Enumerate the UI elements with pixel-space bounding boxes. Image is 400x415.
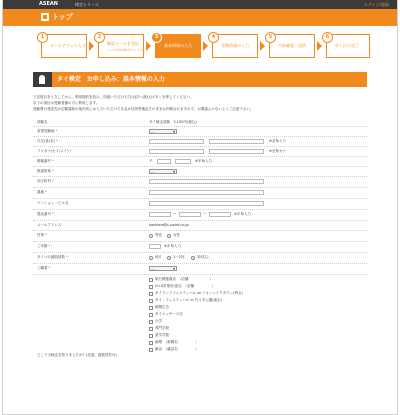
source-checkbox[interactable]	[149, 313, 153, 317]
source-checkbox[interactable]	[149, 348, 153, 352]
form-row-gender	[33, 231, 367, 242]
form-row-email	[33, 221, 367, 231]
source-checkbox[interactable]	[149, 285, 153, 289]
form-row-job	[33, 264, 367, 275]
last-name-input[interactable]	[149, 139, 204, 144]
radio-label: 0回	[155, 255, 161, 259]
form-row-location	[33, 127, 367, 137]
checkbox-label: 専門学校	[155, 326, 169, 330]
zip-first-input[interactable]	[157, 159, 171, 164]
step-arrow-icon	[260, 41, 265, 51]
intro-line: 受験票の発送先が記載通知の案内状には入力いただいた氏名が住所等後証そのままお印刷されますので、お間違えのないようご注意下さい。	[33, 107, 254, 111]
field-label: 都道府県 *	[37, 169, 54, 173]
step-label: 受験情報の入力	[221, 43, 249, 48]
step-sublabel: メール内のURLをクリック	[107, 48, 143, 52]
field-note: ※半角入力	[164, 244, 181, 248]
step-number: 3	[151, 32, 162, 43]
field-label: 市区町村 *	[37, 179, 54, 183]
field-label: 氏名(姓/名) *	[37, 139, 58, 143]
city-input[interactable]	[149, 179, 264, 184]
step-number: 5	[265, 32, 276, 43]
phone-last-input[interactable]	[209, 212, 231, 217]
step-arrow-icon	[317, 41, 322, 51]
step-number: 6	[322, 32, 333, 43]
last-name-kana-input[interactable]	[149, 149, 204, 154]
form-row-prefecture	[33, 167, 367, 177]
prefecture-select[interactable]: ---	[149, 169, 177, 174]
source-checkbox[interactable]	[149, 278, 153, 282]
radio-label: 3回以上	[197, 255, 210, 259]
source-checkbox[interactable]	[149, 341, 153, 345]
page-frame	[2, 0, 398, 415]
step-label: メールアドレス入力	[50, 43, 86, 48]
checkbox-label: 新聞広告	[155, 305, 169, 309]
field-label: ご年齢 *	[37, 244, 51, 248]
first-name-kana-input[interactable]	[209, 149, 264, 154]
field-label: タイへの渡航回数 *	[37, 255, 68, 259]
gender-male-radio[interactable]	[149, 234, 153, 238]
step-4	[212, 34, 258, 58]
address-input[interactable]	[149, 190, 264, 195]
top-bar	[3, 0, 397, 9]
exam-name-value: タイ検定試験 3,150円(税込)	[149, 120, 197, 124]
temple-icon	[33, 72, 52, 87]
checkbox-label: タイマッサージ店	[155, 312, 183, 316]
checkbox-label: 旅行関連書店 （店舗： ）	[155, 277, 213, 281]
form-row-age	[33, 242, 367, 253]
form-row-zip	[33, 157, 367, 167]
field-note: ※半角入力	[234, 212, 251, 216]
progress-steps	[41, 34, 371, 60]
checkbox-label: 新聞 （新聞名： ）	[155, 340, 199, 344]
source-checkbox[interactable]	[149, 327, 153, 331]
field-label: 試験名	[37, 120, 48, 124]
source-checkbox[interactable]	[149, 334, 153, 338]
form-row-source	[33, 275, 367, 415]
step-label: 基本情報の入力	[164, 43, 192, 48]
form-row-building	[33, 199, 367, 210]
step-arrow-icon	[89, 41, 94, 51]
form-row-phone	[33, 210, 367, 221]
phone-dash: −	[203, 212, 206, 216]
step-2	[98, 34, 144, 58]
source-checkbox[interactable]	[149, 320, 153, 324]
step-1	[41, 34, 87, 58]
step-5	[269, 34, 315, 58]
radio-label: 男性	[155, 233, 162, 237]
brand-subtitle: 検定シリーズ	[75, 2, 99, 7]
visits-3plus-radio[interactable]	[191, 256, 195, 260]
zip-prefix: 〒	[149, 159, 153, 163]
step-arrow-icon	[146, 41, 151, 51]
visits-1-2-radio[interactable]	[167, 256, 171, 260]
field-label: メールアドレス	[37, 223, 62, 227]
step-3	[155, 34, 201, 58]
age-input[interactable]	[149, 244, 161, 249]
checkbox-label: タイランドフェスティバル at イオンレイクタウン(埼玉)	[155, 291, 243, 295]
form-row-address	[33, 188, 367, 199]
form-row-exam	[33, 118, 367, 127]
home-icon	[41, 13, 49, 21]
intro-line: 以下の項目は受験者様の方に利用します。	[33, 101, 100, 105]
email-value: kashima@c-point.co.jp	[149, 223, 189, 227]
first-name-input[interactable]	[209, 139, 264, 144]
checkbox-label: H.I.S営業所/窓店 （店舗： ）	[155, 284, 215, 288]
brand-logo[interactable]: ASEAN	[39, 1, 58, 7]
step-6	[326, 34, 370, 58]
field-label: 性別 *	[37, 233, 47, 237]
step-number: 4	[208, 32, 219, 43]
field-label: 郵便番号 *	[37, 159, 54, 163]
radio-label: 女性	[173, 233, 180, 237]
field-label: 番地 *	[37, 190, 47, 194]
field-label: 希望受験地 *	[37, 129, 58, 133]
gender-female-radio[interactable]	[167, 234, 171, 238]
form-row-name	[33, 137, 367, 147]
field-label: フリガナ(セイ/メイ) *	[37, 149, 72, 153]
form-row-city	[33, 177, 367, 188]
field-note: ※全角入力	[269, 139, 286, 143]
phone-dash: −	[173, 212, 176, 216]
step-arrow-icon	[203, 41, 208, 51]
step-number: 1	[37, 32, 48, 43]
source-checkbox[interactable]	[149, 306, 153, 310]
phone-middle-input[interactable]	[179, 212, 201, 217]
field-label: 電話番号 *	[37, 212, 54, 216]
radio-label: 1〜2回	[173, 255, 185, 259]
checkbox-label: 大学	[155, 319, 162, 323]
job-select[interactable]: ---	[149, 266, 177, 271]
login-link[interactable]: ログイン/登録	[363, 2, 389, 7]
section-title: タイ検定 お申し込み：基本情報の入力	[57, 76, 165, 83]
checkbox-label: タイ・フェスティバル in 代々木公園(東京)	[155, 298, 223, 302]
field-label: ご職業 *	[37, 266, 51, 270]
section-header	[33, 72, 367, 87]
intro-text	[33, 94, 373, 112]
field-label: どこで当検定を知りましたか？(任意、複数回答可)	[37, 353, 117, 357]
checkbox-label: 語学学校	[155, 333, 169, 337]
source-checkbox[interactable]	[149, 292, 153, 296]
step-label: 確認メールを受信	[107, 41, 139, 46]
form-row-kana	[33, 147, 367, 157]
zip-second-input[interactable]	[175, 159, 191, 164]
intro-line: 下記項目を入力してから、利用規約を読み、同意いただける方は[次へ進む]ボタンを押してください。	[33, 95, 194, 99]
field-note: ※全角カナ	[269, 149, 286, 153]
form-row-visits	[33, 253, 367, 264]
step-label: 内容確認・決済	[278, 43, 306, 48]
building-input[interactable]	[149, 201, 264, 206]
field-label: マンション・ビル名	[37, 201, 69, 205]
page-title: トップ	[52, 13, 73, 21]
step-number: 2	[94, 32, 105, 43]
step-label: 申し込み完了	[335, 43, 359, 48]
checkbox-label: 雑誌 （雑誌名： ）	[155, 347, 199, 351]
phone-area-input[interactable]	[149, 212, 171, 217]
visits-0-radio[interactable]	[149, 256, 153, 260]
location-select[interactable]: ---	[149, 129, 177, 134]
source-checkbox[interactable]	[149, 299, 153, 303]
field-note: ※半角入力	[195, 159, 212, 163]
page-header	[3, 9, 397, 26]
